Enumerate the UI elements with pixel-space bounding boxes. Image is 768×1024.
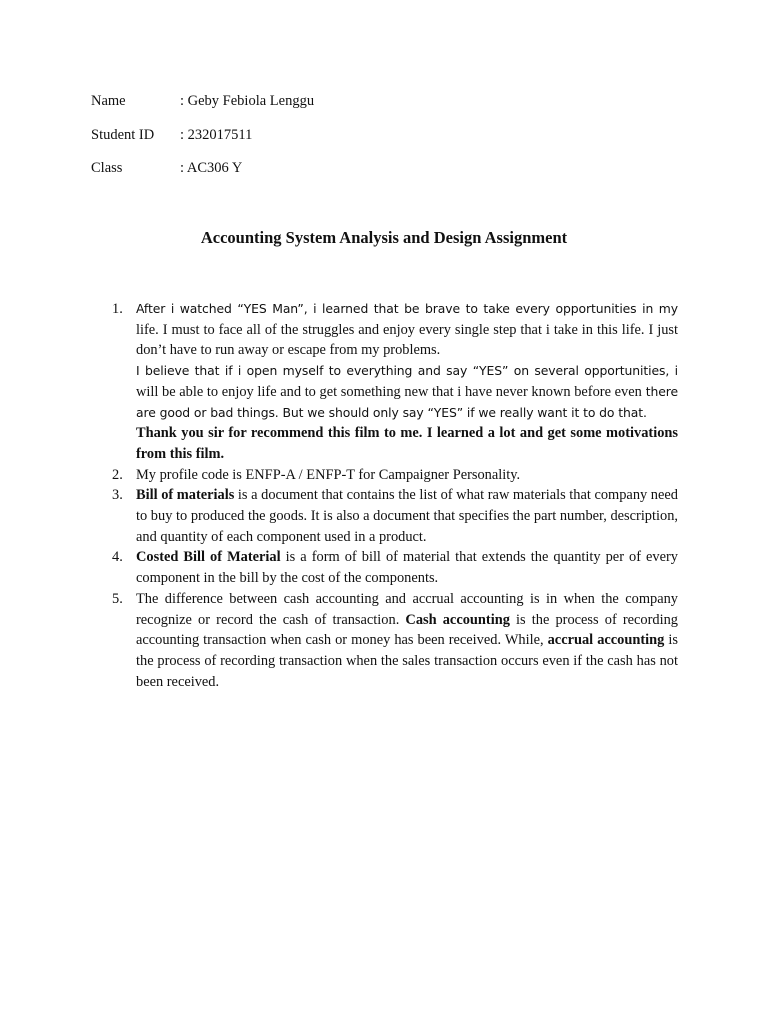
item-1-paragraph-3 bbox=[136, 423, 678, 464]
item-3-text: is a document that contains the list of what raw materials that company need to buy to produced the goods. It is also a document that specifies the part number, description, and quantity of each component used in a product. bbox=[136, 487, 678, 545]
item-1-text-c: I believe that if i open myself to everything and say “YES” on several opportunities, i bbox=[136, 363, 678, 379]
item-5-term-cash: Cash accounting bbox=[405, 611, 510, 628]
item-5-paragraph bbox=[136, 589, 678, 693]
name-row bbox=[91, 92, 314, 110]
item-number: 3. bbox=[112, 487, 123, 504]
list-item-4 bbox=[108, 547, 678, 588]
item-2-text: My profile code is ENFP-A / ENFP-T for Campaigner Personality. bbox=[136, 466, 521, 483]
class-value: : AC306 Y bbox=[180, 160, 243, 176]
item-1-text-b: life. I must to face all of the struggles and enjoy every single step that i take in this life. I just don’t have to run away or escape from my problems. bbox=[136, 321, 678, 359]
item-number: 1. bbox=[112, 301, 123, 317]
item-2-paragraph bbox=[136, 465, 678, 486]
class-row bbox=[91, 159, 242, 177]
item-1-text-d: will be able to enjoy life and to get something new that i have never known before even bbox=[136, 383, 642, 400]
list-item-3 bbox=[108, 485, 678, 547]
item-5-term-accrual: accrual accounting bbox=[547, 632, 665, 649]
item-number: 5. bbox=[112, 590, 123, 607]
list-item-5 bbox=[108, 589, 678, 693]
item-5-text-3: is the process of recording transaction when the sales transaction occurs even if the cash has not been received. bbox=[136, 632, 678, 690]
item-1-paragraph-1 bbox=[136, 299, 678, 361]
item-number: 2. bbox=[112, 466, 123, 483]
list-item-1 bbox=[108, 299, 678, 465]
item-5-text-1: The difference between cash accounting and accrual accounting is in when the company recognize or record the cash of transaction. bbox=[136, 590, 678, 628]
item-3-term: Bill of materials bbox=[136, 487, 235, 504]
item-3-paragraph bbox=[136, 485, 678, 547]
answer-list bbox=[108, 299, 678, 692]
student-id-label: Student ID bbox=[91, 127, 155, 143]
student-id-value: : 232017511 bbox=[180, 127, 253, 143]
document-title: Accounting System Analysis and Design Assignment bbox=[200, 228, 568, 247]
item-1-text-e: there are good or bad things. But we should only say “YES” if we really want it to do that. bbox=[136, 383, 678, 420]
name-label: Name bbox=[91, 93, 126, 109]
item-1-bold-thanks: Thank you sir for recommend this film to me. I learned a lot and get some motivations from this film. bbox=[136, 425, 678, 462]
class-label: Class bbox=[91, 160, 123, 176]
item-1-text-a: After i watched “YES Man”, i learned that be brave to take every opportunities in my bbox=[136, 301, 678, 316]
item-4-paragraph bbox=[136, 547, 678, 588]
name-value: : Geby Febiola Lenggu bbox=[180, 93, 315, 109]
item-1-paragraph-2 bbox=[136, 361, 678, 423]
list-item-2 bbox=[108, 465, 678, 486]
student-id-row bbox=[91, 126, 252, 144]
item-4-term: Costed Bill of Material bbox=[136, 549, 281, 566]
item-5-text-2: is the process of recording accounting transaction when cash or money has been received. While, bbox=[136, 611, 679, 649]
item-number: 4. bbox=[112, 549, 123, 566]
item-4-text: is a form of bill of material that extends the quantity per of every component in the bill by the cost of the components. bbox=[136, 549, 679, 587]
